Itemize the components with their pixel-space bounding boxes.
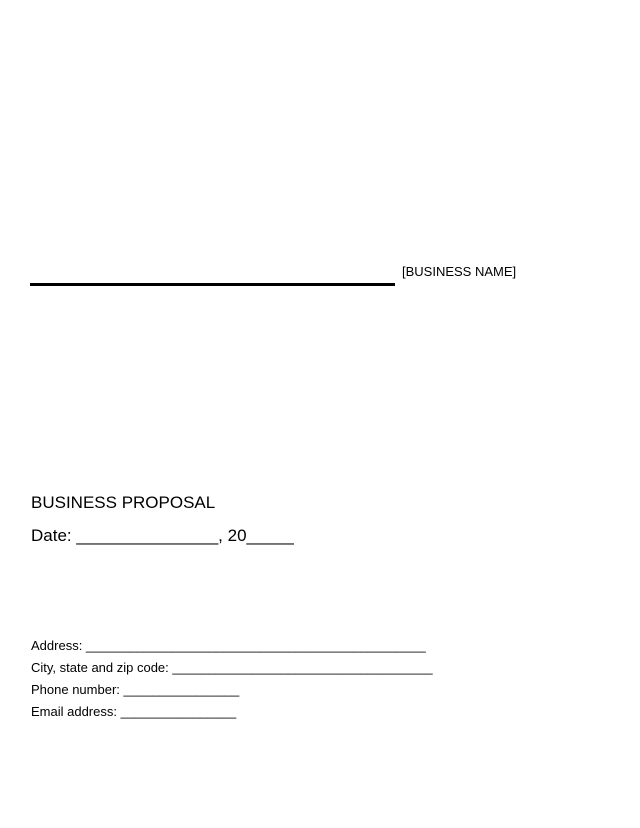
contact-info-block bbox=[31, 635, 433, 723]
email-address-line: Email address: ________________ bbox=[31, 704, 237, 719]
business-name-rule bbox=[30, 283, 395, 286]
proposal-title: BUSINESS PROPOSAL bbox=[31, 493, 216, 512]
city-state-zip-line: City, state and zip code: ____________________________________ bbox=[31, 660, 433, 675]
date-line: Date: _______________, 20_____ bbox=[31, 526, 294, 545]
phone-number-line: Phone number: ________________ bbox=[31, 682, 240, 697]
address-line: Address: _______________________________________________ bbox=[31, 638, 426, 653]
business-name-placeholder: [BUSINESS NAME] bbox=[402, 264, 517, 279]
